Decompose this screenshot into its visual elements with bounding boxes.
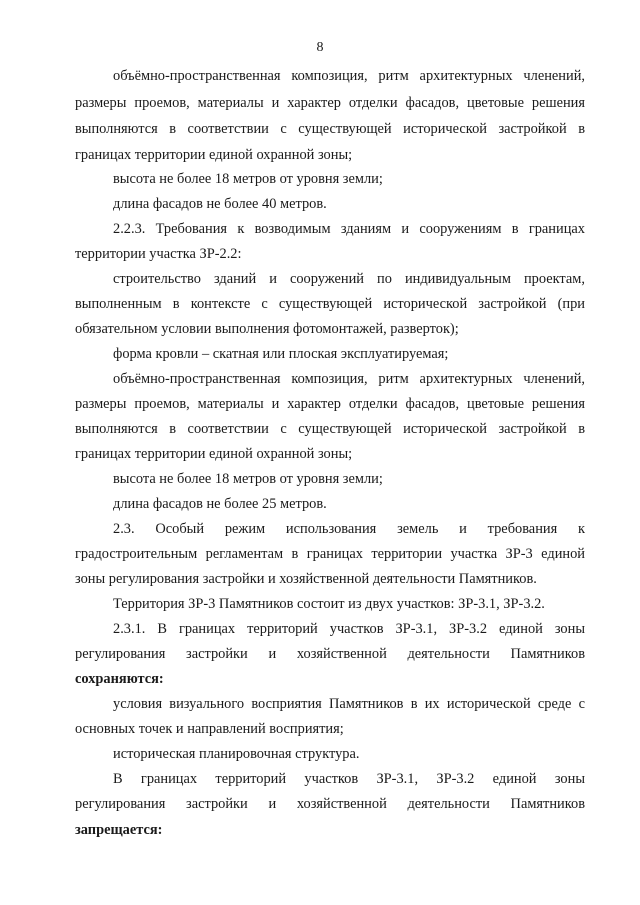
text-line: градостроительным регламентам в границах территории участка ЗР-3 единой [75, 546, 585, 562]
text-line: форма кровли – скатная или плоская эксплуатируемая; [113, 346, 449, 362]
page-number: 8 [316, 40, 324, 55]
text-line: 2.2.3. Требования к возводимым зданиям и сооружениям в границах [113, 221, 585, 237]
text-line: регулирования застройки и хозяйственной деятельности Памятников [75, 646, 585, 662]
text-line: выполненным в контексте с существующей исторической застройкой (при [75, 296, 585, 312]
text-line: выполняются в соответствии с существующей исторической застройкой в [75, 421, 585, 437]
text-line-bold: запрещается: [75, 822, 163, 838]
text-line: 2.3. Особый режим использования земель и требования к [113, 521, 585, 537]
text-line: высота не более 18 метров от уровня земли; [113, 471, 383, 487]
text-line: границах территории единой охранной зоны; [75, 147, 353, 163]
text-line: основных точек и направлений восприятия; [75, 721, 344, 737]
text-line: территории участка ЗР-2.2: [75, 246, 242, 262]
text-line: границах территории единой охранной зоны; [75, 446, 353, 462]
text-line: 2.3.1. В границах территорий участков ЗР-3.1, ЗР-3.2 единой зоны [113, 621, 585, 637]
text-line: объёмно-пространственная композиция, ритм архитектурных членений, [113, 371, 585, 387]
text-line: размеры проемов, материалы и характер отделки фасадов, цветовые решения [75, 95, 585, 111]
text-line: выполняются в соответствии с существующей исторической застройкой в [75, 121, 585, 137]
text-line: зоны регулирования застройки и хозяйственной деятельности Памятников. [75, 571, 537, 587]
text-line: высота не более 18 метров от уровня земли; [113, 171, 383, 187]
text-line-bold: сохраняются: [75, 671, 164, 687]
text-line: Территория ЗР-3 Памятников состоит из двух участков: ЗР-3.1, ЗР-3.2. [113, 596, 545, 612]
text-line: условия визуального восприятия Памятников в их исторической среде с [113, 696, 585, 712]
text-line: В границах территорий участков ЗР-3.1, ЗР-3.2 единой зоны [113, 771, 585, 787]
text-line: историческая планировочная структура. [113, 746, 360, 762]
text-line: строительство зданий и сооружений по индивидуальным проектам, [113, 271, 585, 287]
text-line: длина фасадов не более 25 метров. [113, 496, 327, 512]
text-line: размеры проемов, материалы и характер отделки фасадов, цветовые решения [75, 396, 585, 412]
text-line: регулирования застройки и хозяйственной деятельности Памятников [75, 796, 585, 812]
text-line: объёмно-пространственная композиция, ритм архитектурных членений, [113, 68, 585, 84]
text-line: обязательном условии выполнения фотомонтажей, разверток); [75, 321, 459, 337]
text-line: длина фасадов не более 40 метров. [113, 196, 327, 212]
